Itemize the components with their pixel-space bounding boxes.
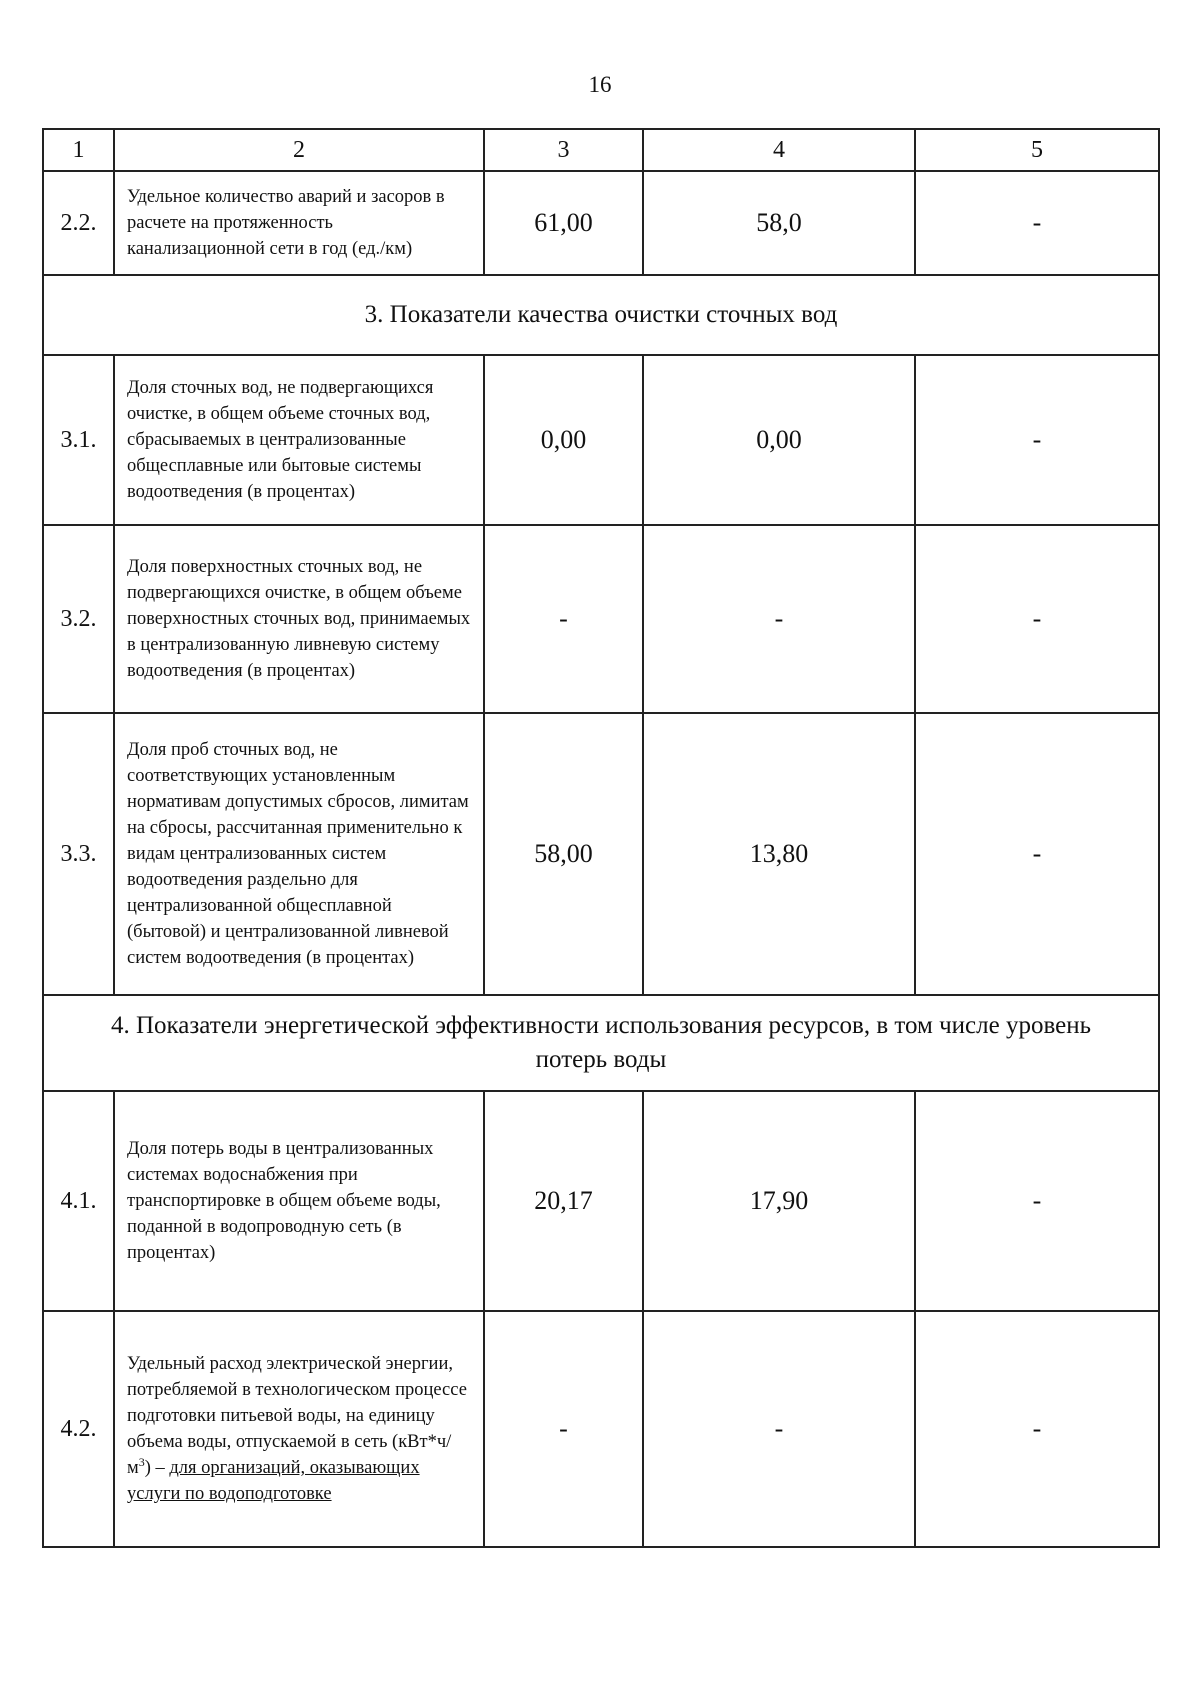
table-row xyxy=(43,1311,1159,1547)
row-number: 3.3. xyxy=(43,713,114,995)
value-col-4: 13,80 xyxy=(643,713,915,995)
value-col-5: - xyxy=(915,525,1159,713)
row-number: 4.1. xyxy=(43,1091,114,1311)
table-row xyxy=(43,171,1159,275)
indicator-name-text: Удельный расход электрической энергии, потребляемой в технологическом процессе подготовки питьевой воды, на единицу объема воды, отпускаемой в сеть (кВт*ч/м xyxy=(127,1354,467,1478)
section-title: 4. Показатели энергетической эффективности использования ресурсов, в том числе уровень потерь воды xyxy=(43,995,1159,1091)
section-row xyxy=(43,995,1159,1091)
value-col-3: - xyxy=(484,525,643,713)
section-title: 3. Показатели качества очистки сточных вод xyxy=(43,275,1159,355)
value-col-3: 20,17 xyxy=(484,1091,643,1311)
page-number: 16 xyxy=(588,72,612,97)
row-number: 3.1. xyxy=(43,355,114,525)
value-col-4: - xyxy=(643,1311,915,1547)
indicator-name: Доля потерь воды в централизованных системах водоснабжения при транспортировке в общем объеме воды, поданной в водопроводную сеть (в процентах) xyxy=(114,1091,484,1311)
column-header: 4 xyxy=(643,129,915,171)
value-col-4: - xyxy=(643,525,915,713)
value-col-5: - xyxy=(915,713,1159,995)
value-col-5: - xyxy=(915,171,1159,275)
value-col-4: 58,0 xyxy=(643,171,915,275)
table-row xyxy=(43,1091,1159,1311)
indicator-name: Доля сточных вод, не подвергающихся очистке, в общем объеме сточных вод, сбрасываемых в централизованные общесплавные или бытовые системы водоотведения (в процентах) xyxy=(114,355,484,525)
indicator-name: Доля проб сточных вод, не соответствующих установленным нормативам допустимых сбросов, лимитам на сбросы, рассчитанная применительно к видам централизованных систем водоотведения раздельно для централизованной общесплавной (бытовой) и централизованной ливневой систем водоотведения (в процентах) xyxy=(114,713,484,995)
column-header: 2 xyxy=(114,129,484,171)
section-row xyxy=(43,275,1159,355)
indicator-name-underlined: для организаций, оказывающих услуги по водоподготовке xyxy=(127,1458,420,1504)
column-header: 5 xyxy=(915,129,1159,171)
value-col-3: 61,00 xyxy=(484,171,643,275)
value-col-4: 17,90 xyxy=(643,1091,915,1311)
table-row xyxy=(43,525,1159,713)
indicator-name xyxy=(114,1311,484,1547)
indicator-name: Удельное количество аварий и засоров в расчете на протяженность канализационной сети в год (ед./км) xyxy=(114,171,484,275)
row-number: 4.2. xyxy=(43,1311,114,1547)
column-header: 3 xyxy=(484,129,643,171)
table-row xyxy=(43,355,1159,525)
value-col-3: 58,00 xyxy=(484,713,643,995)
value-col-4: 0,00 xyxy=(643,355,915,525)
row-number: 2.2. xyxy=(43,171,114,275)
value-col-3: 0,00 xyxy=(484,355,643,525)
value-col-3: - xyxy=(484,1311,643,1547)
column-number-row xyxy=(43,129,1159,171)
indicator-name-tail: ) – xyxy=(144,1458,170,1478)
unit-superscript: 3 xyxy=(138,1454,145,1469)
value-col-5: - xyxy=(915,1091,1159,1311)
value-col-5: - xyxy=(915,355,1159,525)
indicators-table xyxy=(42,128,1160,1548)
table-row xyxy=(43,713,1159,995)
row-number: 3.2. xyxy=(43,525,114,713)
value-col-5: - xyxy=(915,1311,1159,1547)
column-header: 1 xyxy=(43,129,114,171)
indicator-name: Доля поверхностных сточных вод, не подвергающихся очистке, в общем объеме поверхностных сточных вод, принимаемых в централизованную ливневую систему водоотведения (в процентах) xyxy=(114,525,484,713)
